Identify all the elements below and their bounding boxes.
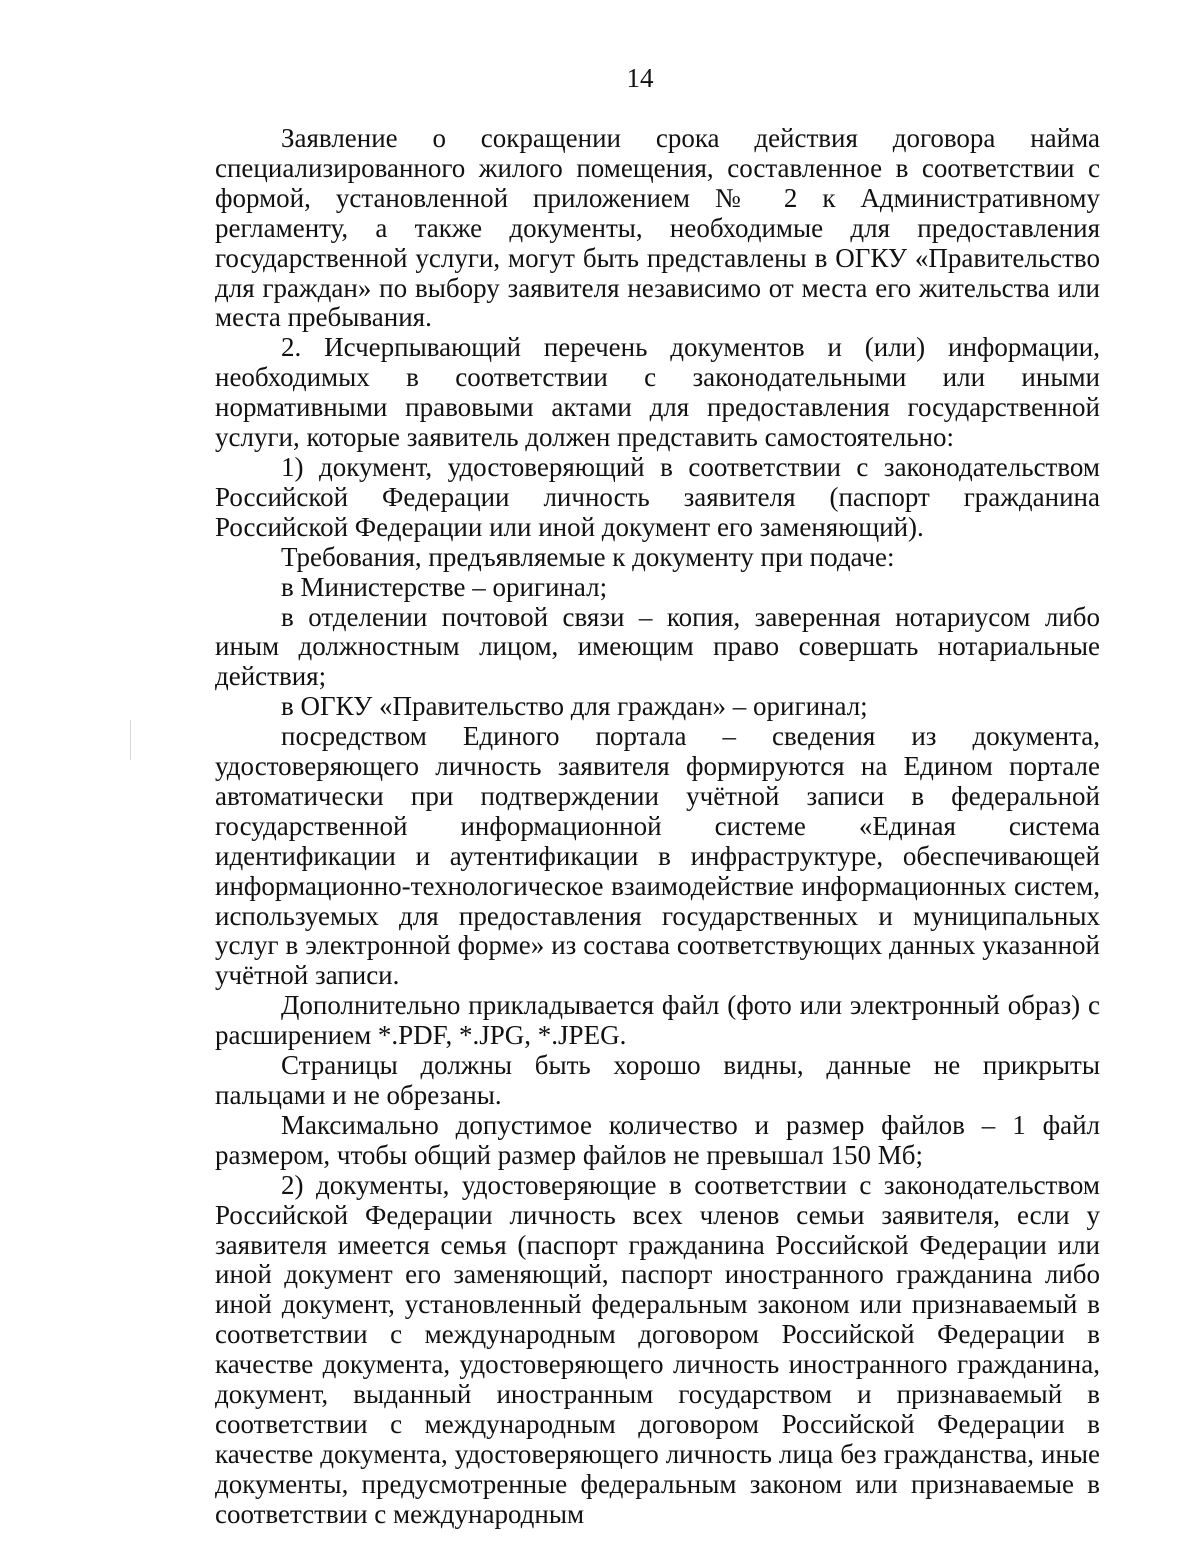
margin-mark (130, 720, 131, 760)
paragraph-file-attachment: Дополнительно прикладывается файл (фото или электронный образ) с расширением *.PDF, *.JPG, *.JPEG. (215, 990, 1100, 1051)
paragraph-subitem-2-family-documents: 2) документы, удостоверяющие в соответствии с законодательством Российской Федерации личность всех членов семьи заявителя, если у заявителя имеется семья (паспорт гражданина Российской Федерации или иной документ его заменяющий, паспорт иностранного гражданина либо иной документ, установленный федеральным законом или признаваемый в соответствии с международным договором Российской Федерации в качестве документа, удостоверяющего личность иностранного гражданина, документ, выданный иностранным государством и признаваемый в соответствии с международным договором Российской Федерации в качестве документа, удостоверяющего личность лица без гражданства, иные документы, предусмотренные федеральным законом или признаваемые в соответствии с международным (215, 1169, 1100, 1529)
paragraph-requirements-heading: Требования, предъявляемые к документу при подаче: (281, 541, 895, 572)
paragraph-pages-visible: Страницы должны быть хорошо видны, данные не прикрыты пальцами и не обрезаны. (215, 1050, 1100, 1110)
document-body (215, 124, 1100, 1530)
paragraph-post-office-copy: в отделении почтовой связи – копия, заверенная нотариусом либо иным должностным лицом, имеющим право совершать нотариальные действия; (215, 601, 1100, 692)
paragraph-ministry-original: в Министерстве – оригинал; (281, 571, 608, 602)
paragraph-item-2-document-list: 2. Исчерпывающий перечень документов и (или) информации, необходимых в соответствии с законодательными или иными нормативными правовыми актами для предоставления государственной услуги, которые заявитель должен представить самостоятельно: (215, 332, 1100, 453)
paragraph-application-submission: Заявление о сокращении срока действия договора найма специализированного жилого помещения, составленное в соответствии с формой, установленной приложением № 2 к Административному регламенту, а также документы, необходимые для предоставления государственной услуги, могут быть представлены в ОГКУ «Правительство для граждан» по выбору заявителя независимо от места его жительства или места пребывания. (215, 123, 1100, 333)
page-number: 14 (626, 63, 654, 93)
paragraph-subitem-1-identity-document: 1) документ, удостоверяющий в соответствии с законодательством Российской Федерации личность заявителя (паспорт гражданина Российской Федерации или иной документ его заменяющий). (215, 451, 1100, 542)
paragraph-ogku-original: в ОГКУ «Правительство для граждан» – оригинал; (281, 691, 868, 722)
paragraph-unified-portal: посредством Единого портала – сведения из документа, удостоверяющего личность заявителя формируются на Едином портале автоматически при подтверждении учётной записи в федеральной государственной информационной системе «Единая система идентификации и аутентификации в инфраструктуре, обеспечивающей информационно-технологическое взаимодействие информационных систем, используемых для предоставления государственных и муниципальных услуг в электронной форме» из состава соответствующих данных указанной учётной записи. (215, 721, 1100, 991)
paragraph-file-size-limit: Максимально допустимое количество и размер файлов – 1 файл размером, чтобы общий размер файлов не превышал 150 Мб; (215, 1109, 1100, 1170)
